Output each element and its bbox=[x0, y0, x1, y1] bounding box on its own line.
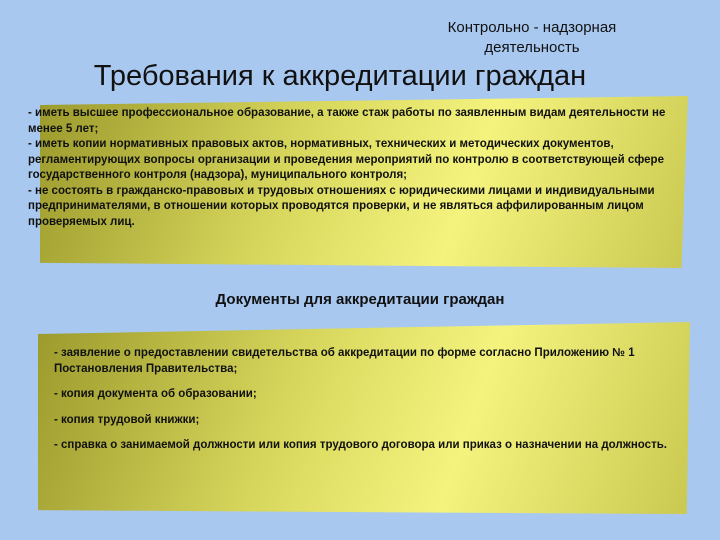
requirement-item: - иметь копии нормативных правовых актов, нормативных, технических и методических документов, регламентирующих вопросы организации и проведения мероприятий по контролю в соответствующей сфере государственного контроля (надзора), муниципального контроля; bbox=[28, 138, 664, 181]
document-item: - заявление о предоставлении свидетельства об аккредитации по форме согласно Приложению № 1 Постановления Правительства; bbox=[54, 347, 635, 375]
document-item: - копия трудовой книжки; bbox=[54, 413, 200, 426]
document-item: - копия документа об образовании; bbox=[54, 388, 257, 400]
requirement-item: - иметь высшее профессиональное образование, а также стаж работы по заявленным видам деятельности не менее 5 лет; bbox=[28, 107, 666, 135]
page-title: Требования к аккредитации граждан bbox=[93, 60, 587, 92]
documents-title: Документы для аккредитации граждан bbox=[215, 291, 505, 308]
document-item: - справка о занимаемой должности или копия трудового договора или приказ о назначении на должность. bbox=[54, 439, 667, 451]
section-label: Контрольно - надзорная деятельность bbox=[447, 19, 617, 56]
documents-list bbox=[54, 346, 686, 464]
requirements-list bbox=[28, 106, 680, 230]
requirement-item: - не состоять в гражданско-правовых и трудовых отношениях с юридическими лицами и индивидуальными предпринимателями, в отношении которых проводятся проверки, и не являться аффилированным лицом проверяемых лиц. bbox=[28, 184, 655, 228]
